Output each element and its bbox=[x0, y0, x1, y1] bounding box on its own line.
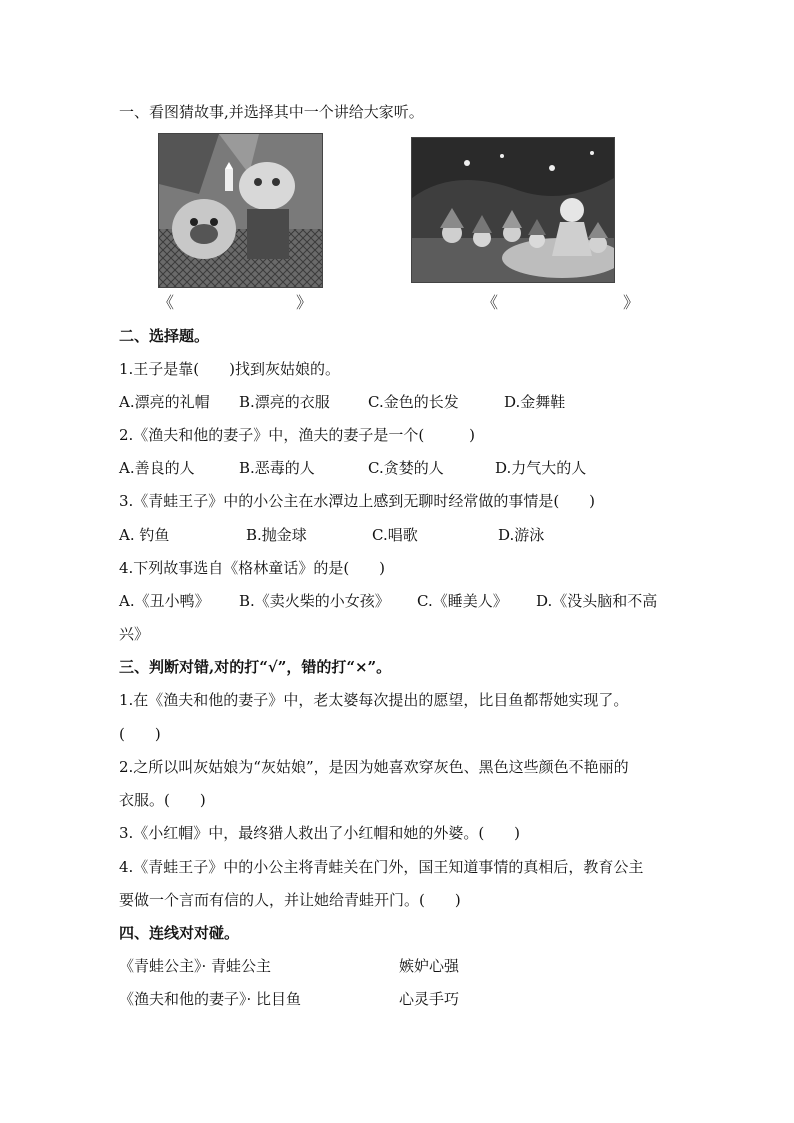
s3-line1: 3.《小红帽》中，最终猎人救出了小红帽和她的外婆。( ) bbox=[119, 824, 521, 842]
match-right-1: 嫉妒心强 bbox=[399, 957, 460, 975]
s2-line1: 2.之所以叫灰姑娘为“灰姑娘”，是因为她喜欢穿灰色、黑色这些颜色不艳丽的 bbox=[119, 758, 629, 776]
s2-line2: 衣服。( ) bbox=[119, 791, 206, 809]
s4-line2: 要做一个言而有信的人，并让她给青蛙开门。( ) bbox=[119, 891, 461, 909]
match-left-2: 《渔夫和他的妻子》· 比目鱼 bbox=[119, 990, 302, 1008]
section3-heading: 三、判断对错,对的打“√”，错的打“×”。 bbox=[119, 658, 392, 676]
q3-option-b: B.抛金球 bbox=[246, 526, 307, 544]
q3-option-d: D.游泳 bbox=[498, 526, 545, 544]
illustration-left bbox=[158, 133, 323, 288]
match-left-1: 《青蛙公主》· 青蛙公主 bbox=[119, 957, 272, 975]
q4-option-c: C.《睡美人》 bbox=[417, 592, 508, 610]
q4-option-b: B.《卖火柴的小女孩》 bbox=[239, 592, 390, 610]
illustration-right-image bbox=[412, 138, 614, 282]
section2-heading: 二、选择题。 bbox=[119, 327, 210, 345]
q1-option-b: B.漂亮的衣服 bbox=[239, 393, 330, 411]
section1-heading: 一、看图猜故事,并选择其中一个讲给大家听。 bbox=[119, 103, 424, 121]
section4-heading: 四、连线对对碰。 bbox=[119, 924, 240, 942]
s4-line1: 4.《青蛙王子》中的小公主将青蛙关在门外，国王知道事情的真相后，教育公主 bbox=[119, 858, 644, 876]
right-title-close-mark: 》 bbox=[623, 293, 640, 312]
q1-option-c: C.金色的长发 bbox=[368, 393, 459, 411]
left-title-close-mark: 》 bbox=[296, 293, 313, 312]
s1-line2: ( ) bbox=[119, 725, 161, 743]
q3-option-c: C.唱歌 bbox=[372, 526, 418, 544]
left-title-open-mark: 《 bbox=[158, 293, 175, 312]
q2-option-a: A.善良的人 bbox=[119, 459, 195, 477]
q4-option-d: D.《没头脑和不高 bbox=[536, 592, 658, 610]
q1-option-a: A.漂亮的礼帽 bbox=[119, 393, 210, 411]
q1-option-d: D.金舞鞋 bbox=[504, 393, 566, 411]
right-title-open-mark: 《 bbox=[482, 293, 499, 312]
q4-option-d-wrap: 兴》 bbox=[119, 625, 150, 643]
q3-option-a: A. 钓鱼 bbox=[119, 526, 170, 544]
q3-text: 3.《青蛙王子》中的小公主在水潭边上感到无聊时经常做的事情是( ) bbox=[119, 492, 596, 510]
q2-text: 2.《渔夫和他的妻子》中，渔夫的妻子是一个( ) bbox=[119, 426, 476, 444]
illustration-left-image bbox=[159, 134, 322, 287]
s1-line1: 1.在《渔夫和他的妻子》中，老太婆每次提出的愿望，比目鱼都帮她实现了。 bbox=[119, 691, 629, 709]
q2-option-c: C.贪婪的人 bbox=[368, 459, 444, 477]
q4-option-a: A.《丑小鸭》 bbox=[119, 592, 210, 610]
q4-text: 4.下列故事选自《格林童话》的是( ) bbox=[119, 559, 386, 577]
match-right-2: 心灵手巧 bbox=[399, 990, 460, 1008]
q1-text: 1.王子是靠( )找到灰姑娘的。 bbox=[119, 360, 341, 378]
q2-option-b: B.恶毒的人 bbox=[239, 459, 315, 477]
q2-option-d: D.力气大的人 bbox=[495, 459, 587, 477]
illustration-right bbox=[411, 137, 615, 283]
